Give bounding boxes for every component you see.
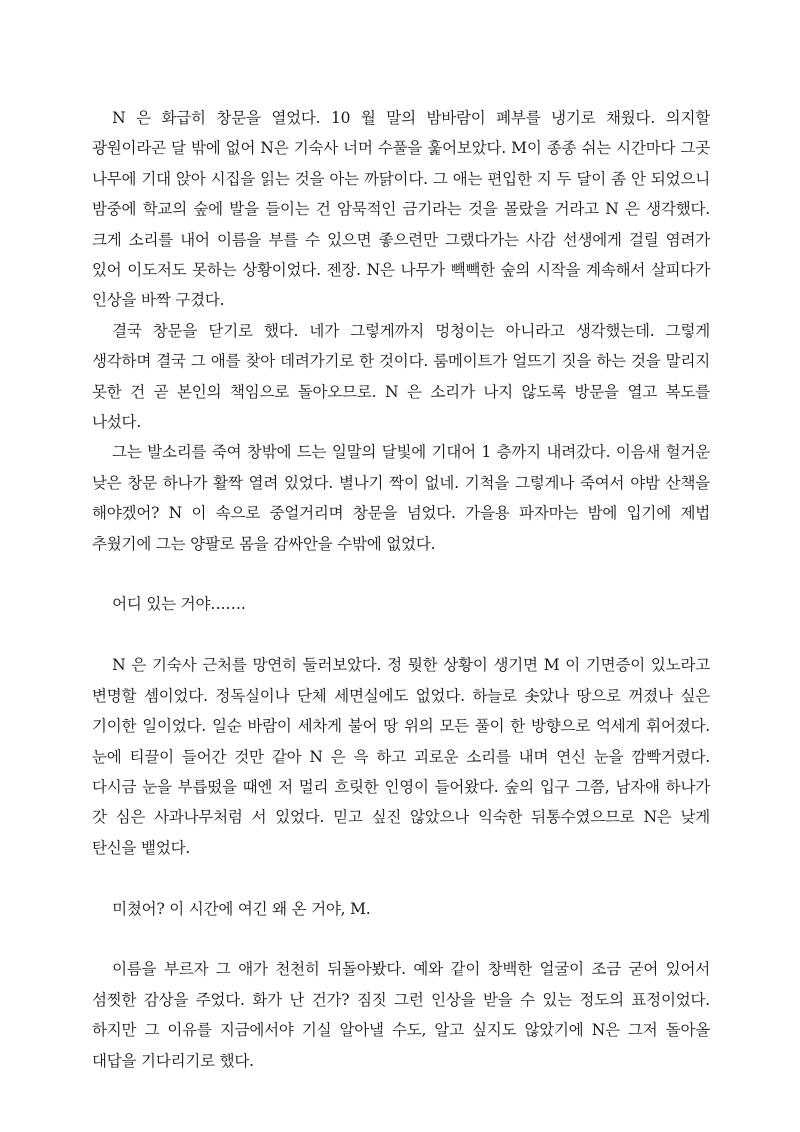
paragraph-2: 결국 창문을 닫기로 했다. 네가 그렇게까지 멍청이는 아니라고 생각했는데. 그렇게 생각하며 결국 그 애를 찾아 데려가기로 한 것이다. 룸메이트가 얼뜨기 짓을 하는 것을 말리지 못한 건 곧 본인의 책임으로 돌아오므로. N 은 소리가 나지 않도록 방문을 열고 복도를 나섰다. xyxy=(92,321,710,432)
dialogue-line-1: 어디 있는 거야……. xyxy=(112,595,246,614)
paragraph-1: N 은 화급히 창문을 열었다. 10 월 말의 밤바람이 폐부를 냉기로 채웠다. 의지할 광원이라곤 달 밖에 없어 N은 기숙사 너머 수풀을 훑어보았다. M이 종종 쉬는 시간마다 그곳 나무에 기대 앉아 시집을 읽는 것을 아는 까닭이다. 그 애는 편입한 지 두 달이 좀 안 되었으니 밤중에 학교의 숲에 발을 들이는 건 암묵적인 금기라는 것을 몰랐을 거라고 N 은 생각했다. 크게 소리를 내어 이름을 부를 수 있으면 좋으련만 그랬다가는 사감 선생에게 걸릴 염려가 있어 이도저도 못하는 상황이었다. 젠장. N은 나무가 빽빽한 숲의 시작을 계속해서 살피다가 인상을 바짝 구겼다. xyxy=(92,109,710,310)
blank-line xyxy=(92,863,710,893)
document-page xyxy=(92,103,710,1076)
blank-line xyxy=(92,559,710,589)
paragraph-5: 이름을 부르자 그 애가 천천히 뒤돌아봤다. 예와 같이 창백한 얼굴이 조금 굳어 있어서 섬찟한 감상을 주었다. 화가 난 건가? 짐짓 그런 인상을 받을 수 있는 정도의 표정이었다. 하지만 그 이유를 지금에서야 기실 알아낼 수도, 알고 싶지도 않았기에 N은 그저 돌아올 대답을 기다리기로 했다. xyxy=(92,960,710,1070)
blank-line xyxy=(92,620,710,650)
dialogue-line-2: 미쳤어? 이 시간에 여긴 왜 온 거야, M. xyxy=(112,899,371,918)
paragraph-3: 그는 발소리를 죽여 창밖에 드는 일말의 달빛에 기대어 1 층까지 내려갔다. 이음새 헐거운 낮은 창문 하나가 활짝 열려 있었다. 별나기 짝이 없네. 기척을 그렇게나 죽여서 야밤 산책을 해야겠어? N 이 속으로 중얼거리며 창문을 넘었다. 가을용 파자마는 밤에 입기에 제법 추웠기에 그는 양팔로 몸을 감싸안을 수밖에 없었다. xyxy=(92,443,710,553)
paragraph-4: N 은 기숙사 근처를 망연히 둘러보았다. 정 뭣한 상황이 생기면 M 이 기면증이 있노라고 변명할 셈이었다. 정독실이나 단체 세면실에도 없었다. 하늘로 솟았나 땅으로 꺼졌나 싶은 기이한 일이었다. 일순 바람이 세차게 불어 땅 위의 모든 풀이 한 방향으로 억세게 휘어졌다. 눈에 티끌이 들어간 것만 같아 N 은 윽 하고 괴로운 소리를 내며 연신 눈을 깜빡거렸다. 다시금 눈을 부릅떴을 때엔 저 멀리 흐릿한 인영이 들어왔다. 숲의 입구 그쯤, 남자애 하나가 갓 심은 사과나무처럼 서 있었다. 믿고 싶진 않았으나 익숙한 뒤통수였으므로 N은 낮게 탄신을 뱉었다. xyxy=(92,656,710,857)
blank-line xyxy=(92,924,710,954)
